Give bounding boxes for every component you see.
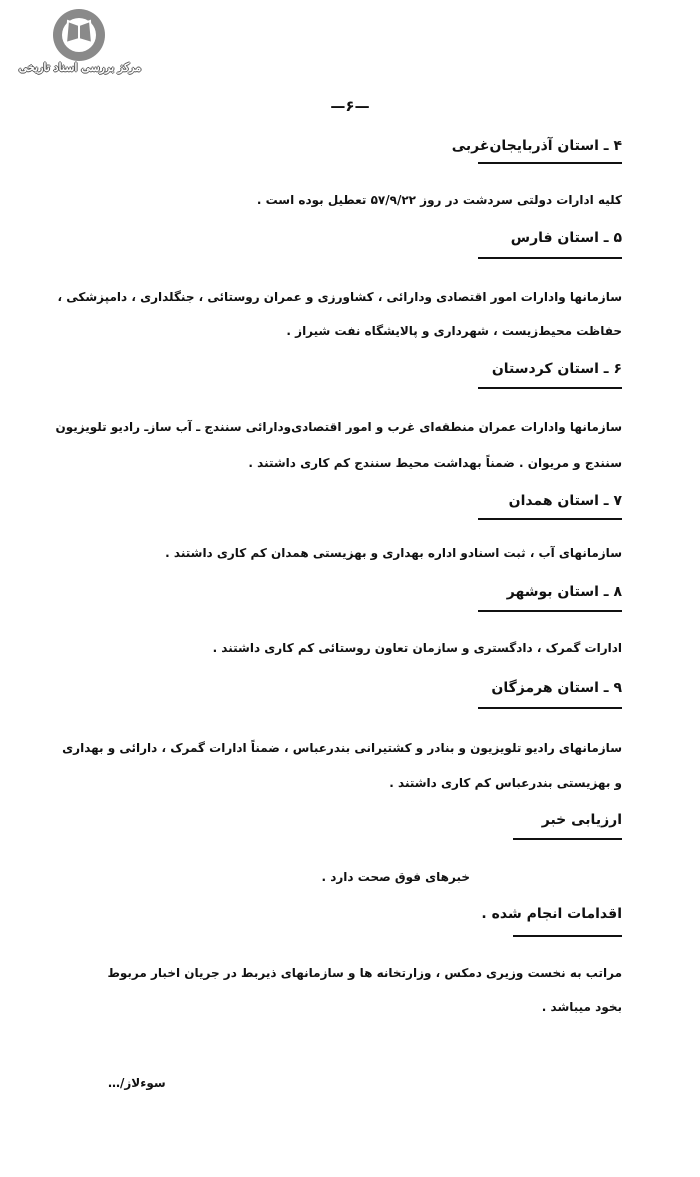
body-line: سازمانها وادارات عمران منطقه‌ای غرب و امور اقتصادی‌ودارائی سنندج ـ آب سازـ رادیو تلویزیون (55, 420, 622, 434)
body-line: مراتب به نخست وزیری دمکس ، وزارتخانه ها و سازمانهای ذیربط در جریان اخبار مربوط (107, 966, 622, 980)
heading-underline (478, 257, 622, 259)
heading-underline (478, 518, 622, 520)
distribution-note: …/سوءلاز (108, 1076, 166, 1090)
body-line: سازمانهای آب ، ثبت اسناد‌و اداره بهداری و بهزیستی همدان کم کاری داشتند . (165, 546, 622, 560)
section-heading: ۵ ـ استان فارس (510, 230, 622, 246)
heading-underline (478, 162, 622, 164)
body-line: حفاظت محیط‌زیست ، شهرداری و پالایشگاه نفت شیراز . (286, 324, 622, 338)
heading-underline (513, 935, 622, 937)
section-heading: ۹ ـ استان هرمزگان (491, 680, 622, 696)
archive-emblem-icon (46, 5, 112, 65)
section-heading: ۴ ـ استان آذربایجان‌غربی (451, 138, 622, 154)
archive-logo-text: مرکز بررسی اسناد تاریخی (18, 61, 142, 74)
body-line: بخود میباشد . (541, 1000, 622, 1014)
body-line: سنندج و مریوان . ضمناً بهداشت محیط سنندج کم کاری داشتند . (248, 456, 622, 470)
body-line: ادارات گمرک ، دادگستری و سازمان تعاون روستائی کم کاری داشتند . (212, 641, 622, 655)
heading-underline (513, 838, 622, 840)
body-line: سازمانهای رادیو تلویزیون و بنادر و کشتیرانی بندرعباس ، ضمناً ادارات گمرک ، دارائی و بهداری (62, 741, 622, 755)
body-line: کلیه ادارات دولتی سردشت در روز ۵۷/۹/۲۲ تعطیل بوده است . (256, 193, 622, 207)
evaluation-note: خبرهای فوق صحت دارد . (321, 870, 470, 884)
section-heading: ۷ ـ استان همدان (508, 493, 622, 509)
section-heading: ۸ ـ استان بوشهر (506, 584, 622, 600)
section-heading: ۶ ـ استان کردستان (491, 361, 622, 377)
heading-underline (478, 707, 622, 709)
page-number: —۶— (330, 97, 370, 115)
actions-heading: اقدامات انجام شده . (481, 906, 622, 922)
heading-underline (478, 610, 622, 612)
heading-underline (478, 387, 622, 389)
body-line: و بهزیستی بندرعباس کم کاری داشتند . (389, 776, 622, 790)
body-line: سازمانها وادارات امور اقتصادی ودارائی ، کشاورزی و عمران روستائی ، جنگلداری ، دامپزشکی ، (57, 290, 622, 304)
archive-logo (10, 5, 150, 75)
evaluation-heading: ارزیابی خبر (541, 812, 622, 828)
